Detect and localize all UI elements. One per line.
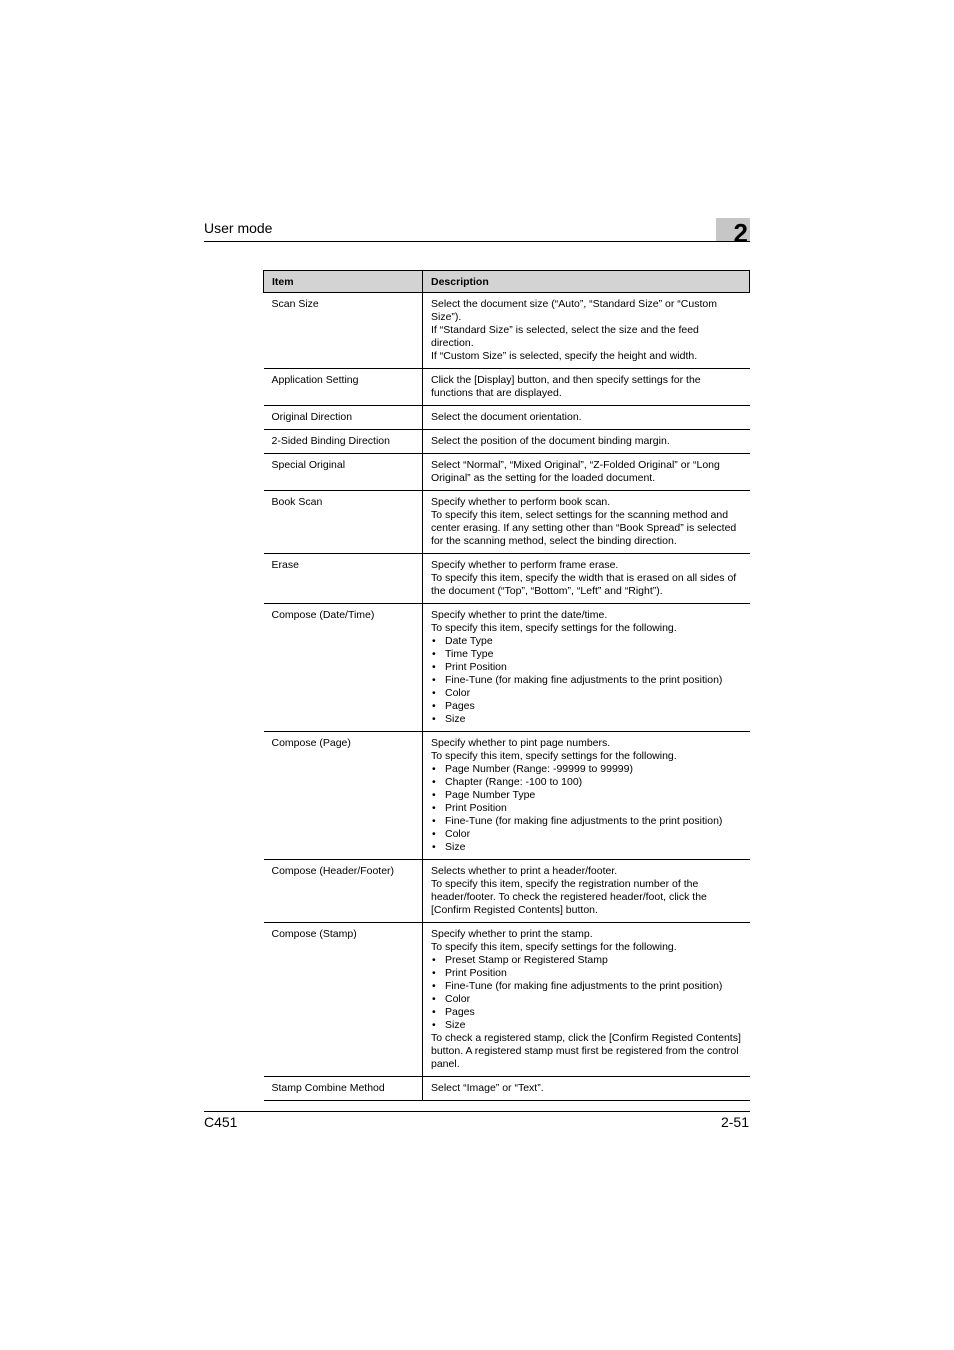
description-line: To specify this item, specify the registration number of the header/footer. To check the registered header/foot, click the [Confirm Registed Contents] button. — [431, 878, 707, 916]
table-row — [264, 923, 750, 1077]
table-header-row — [264, 271, 750, 293]
list-item: • Fine-Tune (for making fine adjustments to the print position) — [431, 980, 742, 993]
row-description — [423, 406, 750, 430]
description-line: Select “Image” or “Text”. — [431, 1082, 544, 1094]
table-row — [264, 604, 750, 732]
row-item-name: Compose (Stamp) — [264, 923, 423, 1077]
list-item: • Time Type — [431, 648, 742, 661]
list-item: • Pages — [431, 1006, 742, 1019]
description-line: To specify this item, select settings for the scanning method and center erasing. If any setting other than “Book Spread” is selected for the scanning method, select the binding direction. — [431, 509, 737, 547]
list-item: • Size — [431, 841, 742, 854]
row-item-name: Stamp Combine Method — [264, 1077, 423, 1101]
row-description — [423, 732, 750, 860]
list-item: • Fine-Tune (for making fine adjustments to the print position) — [431, 674, 742, 687]
list-item: • Print Position — [431, 661, 742, 674]
description-line: Select the position of the document binding margin. — [431, 435, 670, 447]
footer-divider — [204, 1111, 750, 1112]
row-description — [423, 554, 750, 604]
bullet-list — [431, 954, 742, 1032]
description-line: Select “Normal”, “Mixed Original”, “Z-Folded Original” or “Long Original” as the setting for the loaded document. — [431, 459, 720, 484]
row-item-name: Compose (Date/Time) — [264, 604, 423, 732]
table-row — [264, 732, 750, 860]
row-item-name: Scan Size — [264, 293, 423, 369]
column-header-item: Item — [264, 271, 423, 293]
description-line: To specify this item, specify settings for the following. — [431, 941, 677, 953]
description-line: Specify whether to print the date/time. — [431, 609, 608, 621]
table-row — [264, 860, 750, 923]
description-line: To specify this item, specify settings for the following. — [431, 750, 677, 762]
row-description — [423, 604, 750, 732]
table-row — [264, 491, 750, 554]
list-item: • Size — [431, 713, 742, 726]
list-item: • Fine-Tune (for making fine adjustments to the print position) — [431, 815, 742, 828]
list-item: • Date Type — [431, 635, 742, 648]
row-description — [423, 860, 750, 923]
row-description — [423, 430, 750, 454]
description-line: Click the [Display] button, and then specify settings for the functions that are displayed. — [431, 374, 701, 399]
list-item: • Color — [431, 993, 742, 1006]
description-line: Specify whether to pint page numbers. — [431, 737, 611, 749]
row-description — [423, 369, 750, 406]
table-row — [264, 406, 750, 430]
row-item-name: Compose (Header/Footer) — [264, 860, 423, 923]
row-item-name: Special Original — [264, 454, 423, 491]
list-item: • Print Position — [431, 802, 742, 815]
list-item: • Pages — [431, 700, 742, 713]
footer-page-number: 2-51 — [720, 1114, 749, 1130]
list-item: • Chapter (Range: -100 to 100) — [431, 776, 742, 789]
row-item-name: Erase — [264, 554, 423, 604]
table-row — [264, 554, 750, 604]
table-row — [264, 430, 750, 454]
row-item-name: Compose (Page) — [264, 732, 423, 860]
description-line: Select the document size (“Auto”, “Standard Size” or “Custom Size”). — [431, 298, 717, 323]
row-item-name: Book Scan — [264, 491, 423, 554]
description-line: Specify whether to print the stamp. — [431, 928, 593, 940]
page-header-title: User mode — [204, 220, 273, 236]
list-item: • Print Position — [431, 967, 742, 980]
row-description — [423, 1077, 750, 1101]
description-line: Select the document orientation. — [431, 411, 582, 423]
description-line: To specify this item, specify settings for the following. — [431, 622, 677, 634]
description-line: To specify this item, specify the width that is erased on all sides of the document (“Top”, “Bottom”, “Left” and “Right”). — [431, 572, 737, 597]
description-note: To check a registered stamp, click the [Confirm Registed Contents] button. A registered stamp must first be registered from the control panel. — [431, 1032, 741, 1070]
column-header-description: Description — [423, 271, 750, 293]
row-description — [423, 454, 750, 491]
table-row — [264, 293, 750, 369]
table-row — [264, 454, 750, 491]
list-item: • Color — [431, 828, 742, 841]
row-description — [423, 293, 750, 369]
table-row — [264, 1077, 750, 1101]
list-item: • Page Number (Range: -99999 to 99999) — [431, 763, 742, 776]
row-description — [423, 491, 750, 554]
description-line: If “Custom Size” is selected, specify the height and width. — [431, 350, 698, 362]
footer-model: C451 — [204, 1114, 238, 1130]
list-item: • Page Number Type — [431, 789, 742, 802]
bullet-list — [431, 635, 742, 726]
row-description — [423, 923, 750, 1077]
description-line: If “Standard Size” is selected, select the size and the feed direction. — [431, 324, 699, 349]
settings-table — [263, 270, 750, 1101]
description-line: Specify whether to perform book scan. — [431, 496, 611, 508]
description-line: Specify whether to perform frame erase. — [431, 559, 619, 571]
list-item: • Preset Stamp or Registered Stamp — [431, 954, 742, 967]
chapter-number-badge: 2 — [716, 218, 750, 242]
bullet-list — [431, 763, 742, 854]
list-item: • Size — [431, 1019, 742, 1032]
row-item-name: Original Direction — [264, 406, 423, 430]
row-item-name: Application Setting — [264, 369, 423, 406]
description-line: Selects whether to print a header/footer. — [431, 865, 618, 877]
table-row — [264, 369, 750, 406]
header-divider — [204, 241, 750, 242]
list-item: • Color — [431, 687, 742, 700]
row-item-name: 2-Sided Binding Direction — [264, 430, 423, 454]
